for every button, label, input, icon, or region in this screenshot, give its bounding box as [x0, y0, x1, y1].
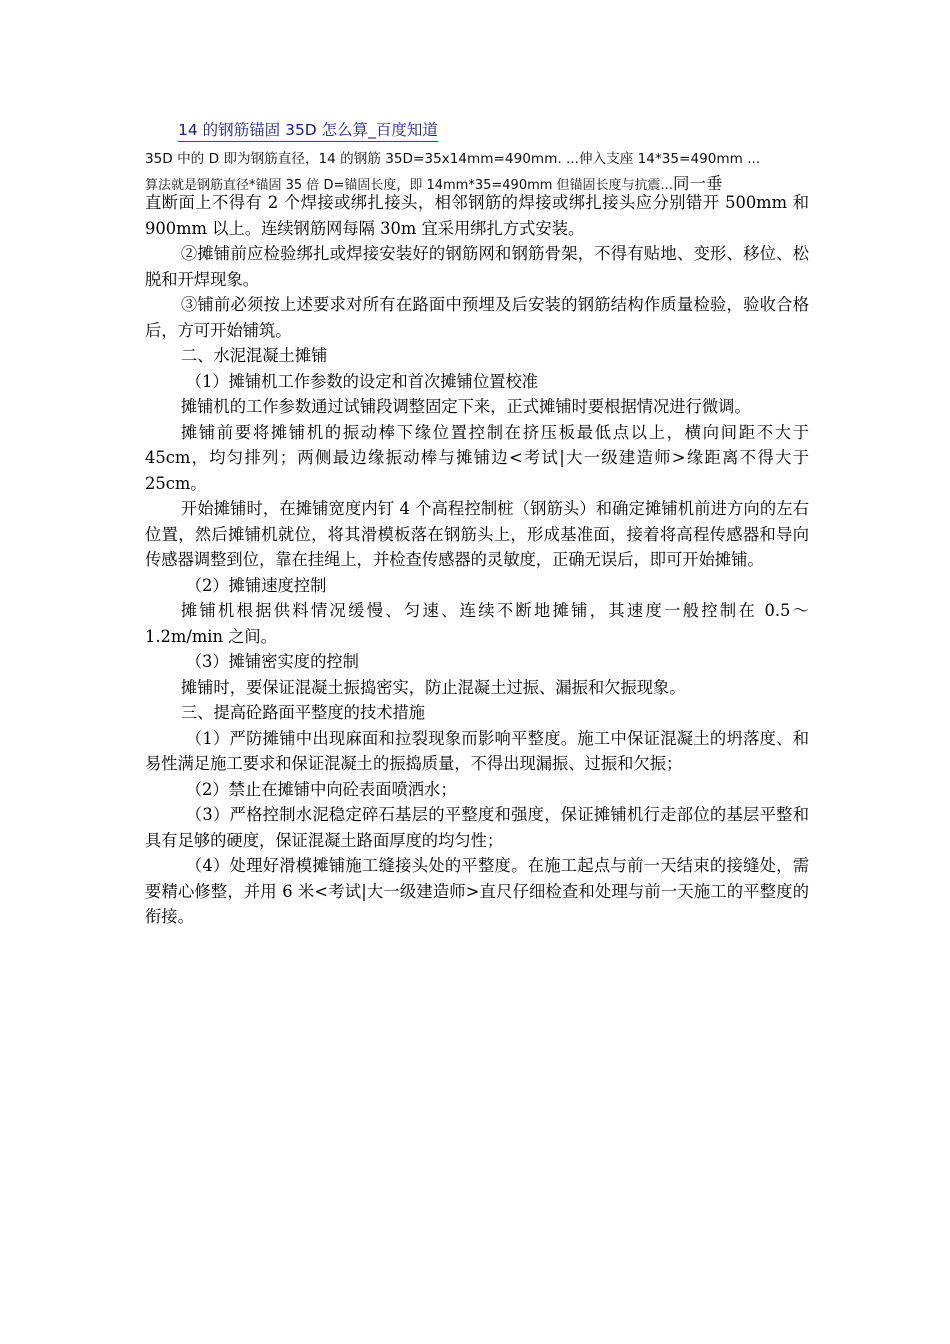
- subsection-heading: （2）摊铺速度控制: [185, 575, 327, 595]
- paragraph: （4）处理好滑模摊铺施工缝接头处的平整度。在施工起点与前一天结束的接缝处，需要精心修整，并用 6 米<考试|大一级建造师>直尺仔细检查和处理与前一天施工的平整度的衔接。: [145, 856, 809, 926]
- search-result-snippet-line: 35D 中的 D 即为钢筋直径，14 的钢筋 35D=35x14mm=490mm. ...伸入支座 14*35=490mm ...: [145, 151, 761, 167]
- paragraph: 摊铺机的工作参数通过试铺段调整固定下来，正式摊铺时要根据情况进行微调。: [180, 397, 751, 416]
- paragraph: ②摊铺前应检验绑扎或焊接安装好的钢筋网和钢筋骨架，不得有贴地、变形、移位、松脱和开焊现象。: [145, 244, 809, 289]
- paragraph: （3）严格控制水泥稳定碎石基层的平整度和强度，保证摊铺机行走部位的基层平整和具有足够的硬度，保证混凝土路面厚度的均匀性；: [145, 805, 809, 850]
- paragraph: 摊铺机根据供料情况缓慢、匀速、连续不断地摊铺，其速度一般控制在 0.5～1.2m/min 之间。: [145, 601, 809, 646]
- section-heading: 二、水泥混凝土摊铺: [180, 346, 328, 365]
- snippet-text: 算法就是钢筋直径*锚固 35 倍 D=锚固长度，即 14mm*35=490mm 但锚固长度与抗震...: [145, 178, 673, 193]
- paragraph: （1）严防摊铺中出现麻面和拉裂现象而影响平整度。施工中保证混凝土的坍落度、和易性满足施工要求和保证混凝土的振捣质量，不得出现漏振、过振和欠振；: [145, 728, 809, 773]
- paragraph: 摊铺前要将摊铺机的振动棒下缘位置控制在挤压板最低点以上，横向间距不大于 45cm，均匀排列；两侧最边缘振动棒与摊铺边<考试|大一级建造师>缘距离不得大于 25cm。: [145, 422, 809, 493]
- paragraph: ③铺前必须按上述要求对所有在路面中预埋及后安装的钢筋结构作质量检验，验收合格后，方可开始铺筑。: [145, 295, 809, 340]
- section-heading: 三、提高砼路面平整度的技术措施: [180, 703, 426, 722]
- subsection-heading: （3）摊铺密实度的控制: [185, 652, 359, 671]
- search-result-title-link[interactable]: 14 的钢筋锚固 35D 怎么算_百度知道: [178, 118, 438, 142]
- snippet-tail-text: 同一垂: [672, 174, 723, 193]
- subsection-heading: （1）摊铺机工作参数的设定和首次摊铺位置校准: [185, 371, 539, 391]
- paragraph: 直断面上不得有 2 个焊接或绑扎接头，相邻钢筋的焊接或绑扎接头应分别错开 500mm 和 900mm 以上。连续钢筋网每隔 30m 宜采用绑扎方式安装。: [145, 193, 809, 238]
- paragraph: 开始摊铺时，在摊铺宽度内钉 4 个高程控制桩（钢筋头）和确定摊铺机前进方向的左右位置，然后摊铺机就位，将其滑模板落在钢筋头上，形成基准面，接着将高程传感器和导向传感器调整到位，靠在挂绳上，并检查传感器的灵敏度，正确无误后，即可开始摊铺。: [145, 499, 809, 569]
- paragraph: 摊铺时，要保证混凝土振捣密实，防止混凝土过振、漏振和欠振现象。: [180, 677, 686, 697]
- article-body: [145, 190, 809, 930]
- paragraph: （2）禁止在摊铺中向砼表面喷洒水；: [185, 779, 457, 799]
